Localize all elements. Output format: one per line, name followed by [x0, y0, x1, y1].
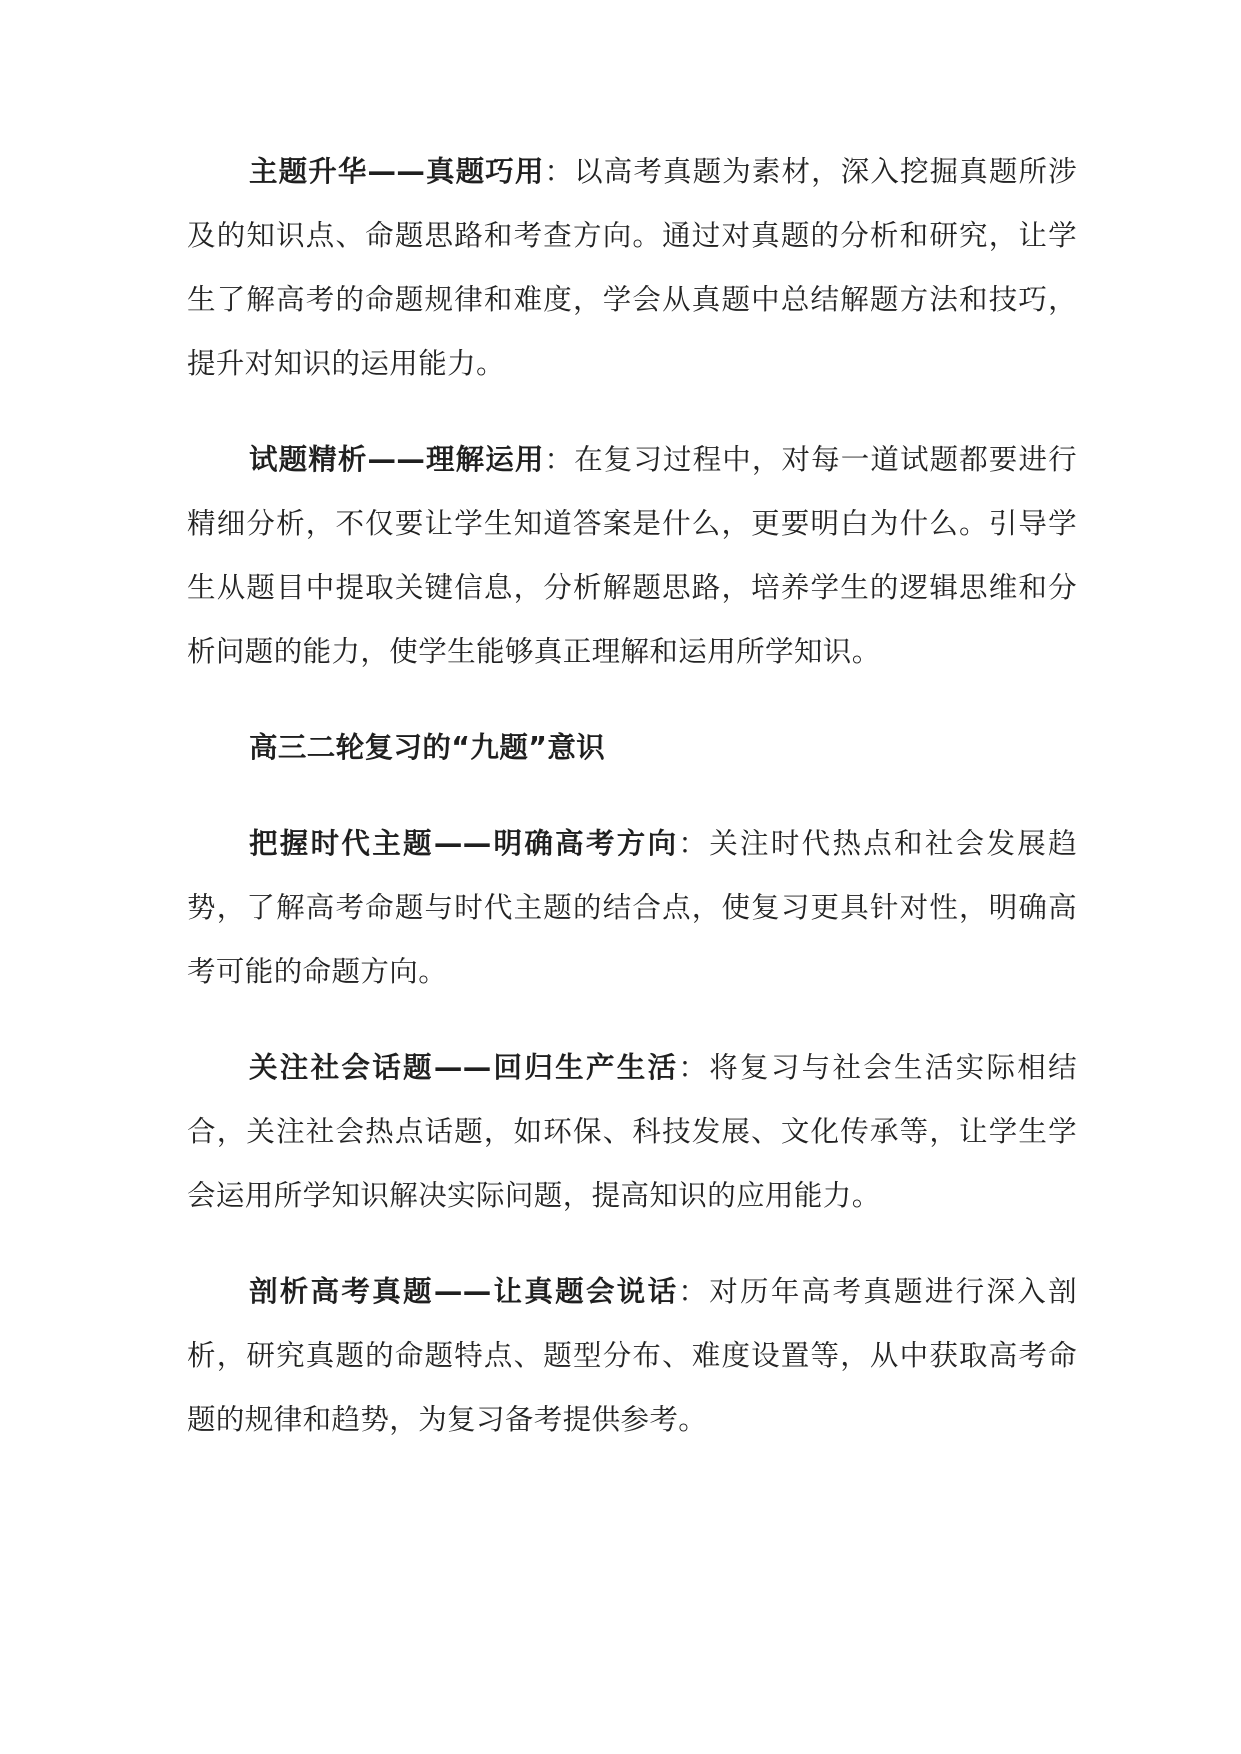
paragraph-era-theme — [187, 812, 1077, 1004]
paragraph-body: ：在复习过程中，对每一道试题都要进行精细分析，不仅要让学生知道答案是什么，更要明白为什么。引导学生从题目中提取关键信息，分析解题思路，培养学生的逻辑思维和分析问题的能力，使学生能够真正理解和运用所学知识。 — [187, 443, 1077, 668]
paragraph-theme-sublimation — [187, 140, 1077, 396]
paragraph-lead: 试题精析——理解运用 — [249, 443, 545, 476]
paragraph-lead: 主题升华——真题巧用 — [249, 155, 545, 188]
paragraph-body: ：以高考真题为素材，深入挖掘真题所涉及的知识点、命题思路和考查方向。通过对真题的分析和研究，让学生了解高考的命题规律和难度，学会从真题中总结解题方法和技巧，提升对知识的运用能力。 — [187, 155, 1077, 380]
paragraph-body: ：对历年高考真题进行深入剖析，研究真题的命题特点、题型分布、难度设置等，从中获取高考命题的规律和趋势，为复习备考提供参考。 — [187, 1275, 1077, 1436]
paragraph-lead: 把握时代主题——明确高考方向 — [249, 827, 679, 860]
paragraph-body: ：关注时代热点和社会发展趋势，了解高考命题与时代主题的结合点，使复习更具针对性，明确高考可能的命题方向。 — [187, 827, 1077, 988]
paragraph-lead: 剖析高考真题——让真题会说话 — [249, 1275, 679, 1308]
paragraph-social-topics — [187, 1036, 1077, 1228]
paragraph-exam-analysis — [187, 1260, 1077, 1452]
paragraph-lead: 关注社会话题——回归生产生活 — [249, 1051, 679, 1084]
paragraph-question-analysis — [187, 428, 1077, 684]
paragraph-body: ：将复习与社会生活实际相结合，关注社会热点话题，如环保、科技发展、文化传承等，让学生学会运用所学知识解决实际问题，提高知识的应用能力。 — [187, 1051, 1077, 1212]
section-heading: 高三二轮复习的“九题”意识 — [249, 731, 606, 764]
document-page — [187, 140, 1077, 1484]
